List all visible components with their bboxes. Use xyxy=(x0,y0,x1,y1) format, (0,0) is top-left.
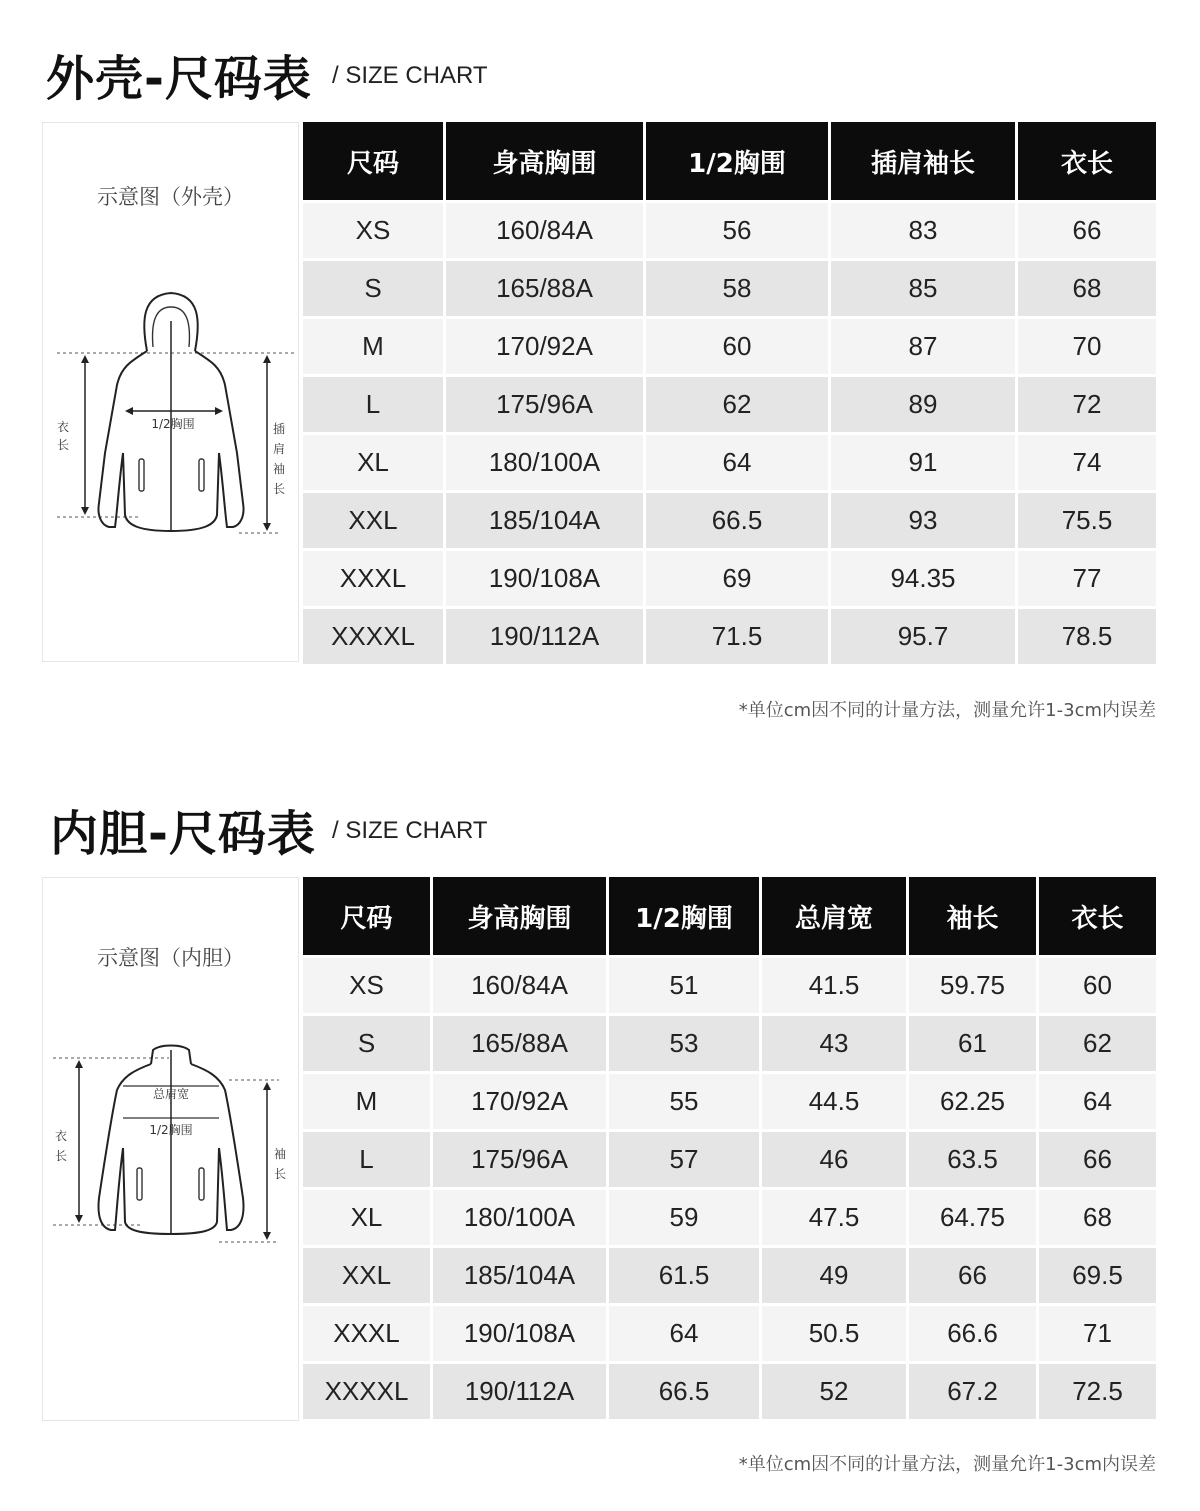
table-cell: 47.5 xyxy=(762,1187,909,1245)
inner-page-title: 内胆-尺码表 xyxy=(50,806,316,862)
inner-length-char-2: 长 xyxy=(54,1149,68,1163)
inner-diagram-panel xyxy=(42,877,299,1421)
table-cell: 165/88A xyxy=(433,1013,609,1071)
inner-header-length: 衣长 xyxy=(1039,877,1156,955)
table-cell: 53 xyxy=(609,1013,762,1071)
outer-header-raglan-sleeve: 插肩袖长 xyxy=(831,122,1018,200)
table-cell: 160/84A xyxy=(433,955,609,1013)
table-cell: 57 xyxy=(609,1129,762,1187)
inner-length-char-1: 衣 xyxy=(54,1129,68,1143)
table-cell: 190/108A xyxy=(433,1303,609,1361)
table-cell: 87 xyxy=(831,316,1018,374)
inner-measurement-note: *单位cm因不同的计量方法，测量允许1-3cm内误差 xyxy=(738,1454,1156,1475)
inner-shoulder-label: 总肩宽 xyxy=(152,1087,190,1101)
table-cell: XXL xyxy=(303,1245,433,1303)
table-cell: XL xyxy=(303,1187,433,1245)
table-cell: XXXL xyxy=(303,548,446,606)
table-cell: 59 xyxy=(609,1187,762,1245)
inner-header-half-chest: 1/2胸围 xyxy=(609,877,762,955)
outer-chest-label: 1/2胸围 xyxy=(151,417,195,431)
inner-subtitle: / SIZE CHART xyxy=(332,817,488,844)
table-cell: 185/104A xyxy=(433,1245,609,1303)
table-cell: 61.5 xyxy=(609,1245,762,1303)
table-cell: 68 xyxy=(1018,258,1156,316)
table-cell: 85 xyxy=(831,258,1018,316)
table-cell: 64 xyxy=(609,1303,762,1361)
table-cell: 69.5 xyxy=(1039,1245,1156,1303)
table-cell: 69 xyxy=(646,548,831,606)
table-cell: 68 xyxy=(1039,1187,1156,1245)
table-row xyxy=(303,955,1156,1013)
table-cell: 58 xyxy=(646,258,831,316)
table-cell: 190/112A xyxy=(433,1361,609,1419)
table-cell: XL xyxy=(303,432,446,490)
table-row xyxy=(303,548,1156,606)
table-cell: 64.75 xyxy=(909,1187,1039,1245)
table-row xyxy=(303,490,1156,548)
table-cell: 83 xyxy=(831,200,1018,258)
table-cell: 59.75 xyxy=(909,955,1039,1013)
table-row xyxy=(303,432,1156,490)
table-cell: 66.5 xyxy=(609,1361,762,1419)
outer-page-title: 外壳-尺码表 xyxy=(46,51,312,107)
table-row xyxy=(303,374,1156,432)
table-cell: 43 xyxy=(762,1013,909,1071)
inner-header-size: 尺码 xyxy=(303,877,433,955)
table-cell: L xyxy=(303,1129,433,1187)
table-cell: 71 xyxy=(1039,1303,1156,1361)
table-cell: 180/100A xyxy=(433,1187,609,1245)
outer-length-char-2: 长 xyxy=(56,438,70,452)
table-cell: 67.2 xyxy=(909,1361,1039,1419)
table-cell: 62.25 xyxy=(909,1071,1039,1129)
table-cell: 62 xyxy=(646,374,831,432)
table-cell: 51 xyxy=(609,955,762,1013)
table-cell: M xyxy=(303,1071,433,1129)
table-cell: 50.5 xyxy=(762,1303,909,1361)
inner-diagram-caption: 示意图（内胆） xyxy=(97,946,244,970)
outer-subtitle: / SIZE CHART xyxy=(332,62,488,89)
table-cell: 71.5 xyxy=(646,606,831,664)
hooded-jacket-icon xyxy=(43,123,300,663)
table-cell: 60 xyxy=(646,316,831,374)
outer-header-half-chest: 1/2胸围 xyxy=(646,122,831,200)
inner-header-shoulder: 总肩宽 xyxy=(762,877,909,955)
table-cell: 66 xyxy=(909,1245,1039,1303)
table-cell: 55 xyxy=(609,1071,762,1129)
table-cell: 170/92A xyxy=(446,316,646,374)
table-cell: 78.5 xyxy=(1018,606,1156,664)
outer-header-height-chest: 身高胸围 xyxy=(446,122,646,200)
table-cell: 77 xyxy=(1018,548,1156,606)
table-row xyxy=(303,1187,1156,1245)
outer-header-size: 尺码 xyxy=(303,122,446,200)
table-cell: 70 xyxy=(1018,316,1156,374)
outer-diagram-panel xyxy=(42,122,299,662)
table-row xyxy=(303,606,1156,664)
table-cell: 165/88A xyxy=(446,258,646,316)
inner-header-height-chest: 身高胸围 xyxy=(433,877,609,955)
table-cell: 190/112A xyxy=(446,606,646,664)
table-row xyxy=(303,200,1156,258)
outer-sleeve-char-1: 插 xyxy=(272,422,286,436)
table-row xyxy=(303,1129,1156,1187)
table-row xyxy=(303,1245,1156,1303)
table-cell: XXXL xyxy=(303,1303,433,1361)
table-cell: 170/92A xyxy=(433,1071,609,1129)
table-cell: 74 xyxy=(1018,432,1156,490)
table-cell: 64 xyxy=(1039,1071,1156,1129)
table-cell: 185/104A xyxy=(446,490,646,548)
table-cell: 72 xyxy=(1018,374,1156,432)
inner-chest-label: 1/2胸围 xyxy=(149,1123,193,1137)
inner-size-section xyxy=(0,755,1200,1511)
collar-jacket-icon xyxy=(43,878,300,1422)
table-cell: XXL xyxy=(303,490,446,548)
outer-header-length: 衣长 xyxy=(1018,122,1156,200)
outer-size-table xyxy=(303,122,1156,664)
table-cell: 89 xyxy=(831,374,1018,432)
table-cell: 63.5 xyxy=(909,1129,1039,1187)
table-cell: 56 xyxy=(646,200,831,258)
table-cell: 52 xyxy=(762,1361,909,1419)
table-cell: 46 xyxy=(762,1129,909,1187)
table-row xyxy=(303,316,1156,374)
outer-diagram-caption: 示意图（外壳） xyxy=(97,185,244,209)
inner-size-table xyxy=(303,877,1156,1419)
outer-length-char-1: 衣 xyxy=(56,420,70,434)
outer-sleeve-char-2: 肩 xyxy=(272,442,286,456)
table-cell: L xyxy=(303,374,446,432)
table-cell: 75.5 xyxy=(1018,490,1156,548)
table-row xyxy=(303,258,1156,316)
table-cell: 44.5 xyxy=(762,1071,909,1129)
table-cell: XXXXL xyxy=(303,606,446,664)
table-cell: 175/96A xyxy=(433,1129,609,1187)
table-cell: S xyxy=(303,258,446,316)
table-cell: 66 xyxy=(1018,200,1156,258)
table-cell: 190/108A xyxy=(446,548,646,606)
table-cell: 95.7 xyxy=(831,606,1018,664)
table-cell: 72.5 xyxy=(1039,1361,1156,1419)
table-cell: 64 xyxy=(646,432,831,490)
table-cell: 94.35 xyxy=(831,548,1018,606)
table-cell: 66 xyxy=(1039,1129,1156,1187)
table-row xyxy=(303,1013,1156,1071)
table-cell: XS xyxy=(303,200,446,258)
outer-sleeve-char-3: 袖 xyxy=(272,462,286,476)
inner-header-row xyxy=(303,877,1156,955)
table-cell: XXXXL xyxy=(303,1361,433,1419)
table-cell: 160/84A xyxy=(446,200,646,258)
table-cell: 175/96A xyxy=(446,374,646,432)
inner-sleeve-char-2: 长 xyxy=(273,1167,287,1181)
outer-header-row xyxy=(303,122,1156,200)
table-row xyxy=(303,1361,1156,1419)
table-cell: 49 xyxy=(762,1245,909,1303)
outer-sleeve-char-4: 长 xyxy=(272,482,286,496)
table-cell: 66.5 xyxy=(646,490,831,548)
table-row xyxy=(303,1303,1156,1361)
table-cell: S xyxy=(303,1013,433,1071)
table-cell: 41.5 xyxy=(762,955,909,1013)
inner-sleeve-char-1: 袖 xyxy=(273,1147,287,1161)
table-cell: XS xyxy=(303,955,433,1013)
table-cell: 61 xyxy=(909,1013,1039,1071)
outer-size-section xyxy=(0,0,1200,740)
table-cell: 180/100A xyxy=(446,432,646,490)
inner-header-sleeve: 袖长 xyxy=(909,877,1039,955)
table-cell: M xyxy=(303,316,446,374)
table-cell: 62 xyxy=(1039,1013,1156,1071)
table-cell: 66.6 xyxy=(909,1303,1039,1361)
outer-measurement-note: *单位cm因不同的计量方法，测量允许1-3cm内误差 xyxy=(738,700,1156,721)
table-row xyxy=(303,1071,1156,1129)
table-cell: 93 xyxy=(831,490,1018,548)
table-cell: 91 xyxy=(831,432,1018,490)
table-cell: 60 xyxy=(1039,955,1156,1013)
